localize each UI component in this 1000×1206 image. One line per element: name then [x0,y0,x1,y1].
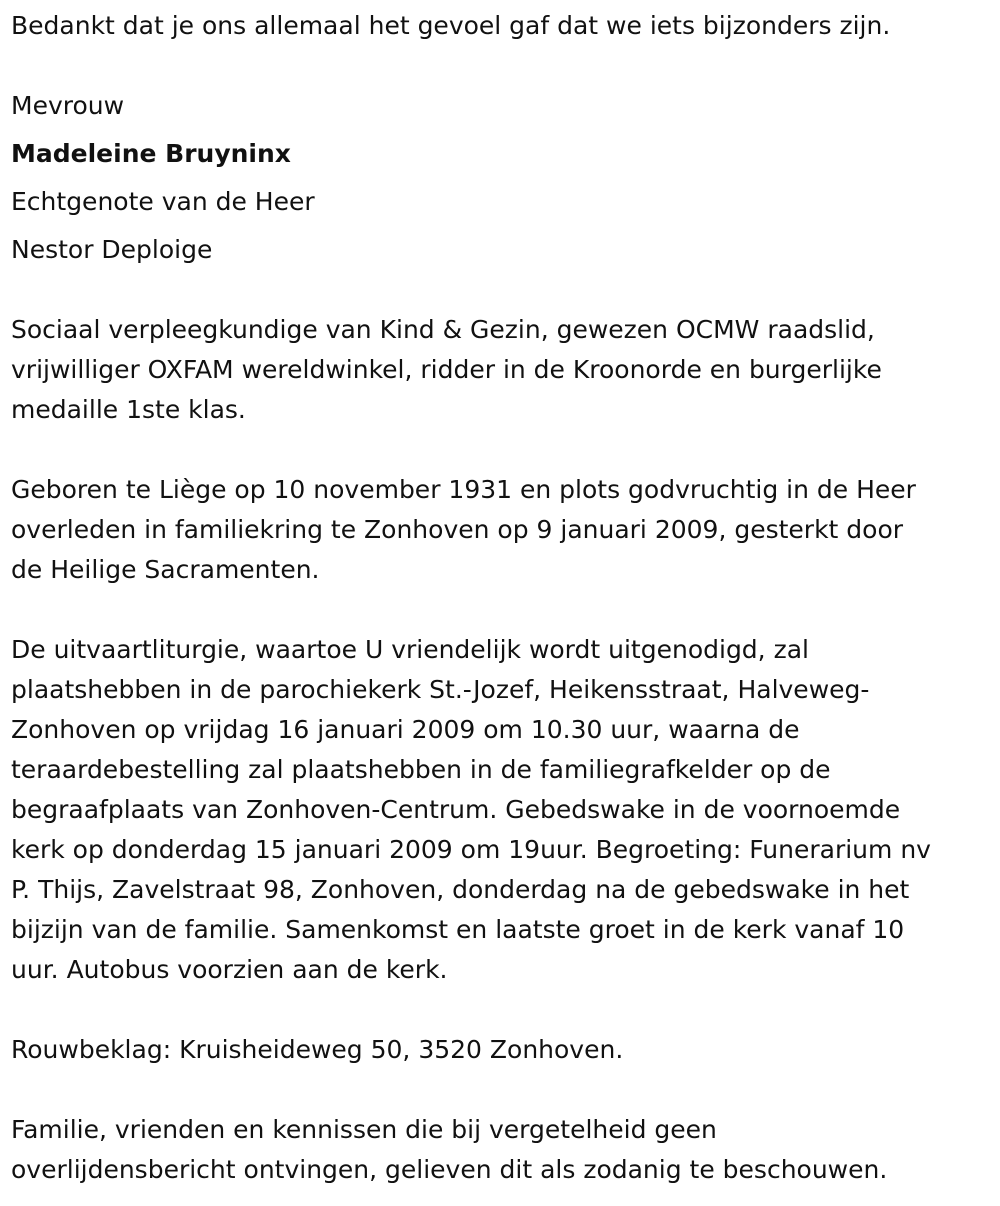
birth-death-line: overleden in familiekring te Zonhoven op 9 januari 2009, gesterkt door [11,515,904,544]
birth-death-line: Geboren te Liège op 10 november 1931 en plots godvruchtig in de Heer [11,475,916,504]
funeral-line: P. Thijs, Zavelstraat 98, Zonhoven, donderdag na de gebedswake in het [11,875,910,904]
closing-line: Familie, vrienden en kennissen die bij vergetelheid geen [11,1115,717,1144]
bio-line: Sociaal verpleegkundige van Kind & Gezin, gewezen OCMW raadslid, [11,315,875,344]
funeral-line: De uitvaartliturgie, waartoe U vriendelijk wordt uitgenodigd, zal [11,635,809,664]
spouse-label: Echtgenote van de Heer [11,187,315,216]
condolence-address: Rouwbeklag: Kruisheideweg 50, 3520 Zonhoven. [11,1035,624,1064]
closing-line: overlijdensbericht ontvingen, gelieven dit als zodanig te beschouwen. [11,1155,888,1184]
funeral-line: uur. Autobus voorzien aan de kerk. [11,955,448,984]
funeral-line: teraardebestelling zal plaatshebben in de familiegrafkelder op de [11,755,831,784]
deceased-name: Madeleine Bruyninx [11,139,291,168]
intro-text: Bedankt dat je ons allemaal het gevoel gaf dat we iets bijzonders zijn. [11,11,891,40]
funeral-line: Zonhoven op vrijdag 16 januari 2009 om 10.30 uur, waarna de [11,715,800,744]
bio-line: vrijwilliger OXFAM wereldwinkel, ridder in de Kroonorde en burgerlijke [11,355,882,384]
bio-line: medaille 1ste klas. [11,395,246,424]
funeral-line: kerk op donderdag 15 januari 2009 om 19uur. Begroeting: Funerarium nv [11,835,931,864]
spouse-name: Nestor Deploige [11,235,213,264]
funeral-line: bijzijn van de familie. Samenkomst en laatste groet in de kerk vanaf 10 [11,915,905,944]
birth-death-line: de Heilige Sacramenten. [11,555,320,584]
salutation: Mevrouw [11,91,125,120]
funeral-line: plaatshebben in de parochiekerk St.-Jozef, Heikensstraat, Halveweg- [11,675,870,704]
funeral-line: begraafplaats van Zonhoven-Centrum. Gebedswake in de voornoemde [11,795,901,824]
